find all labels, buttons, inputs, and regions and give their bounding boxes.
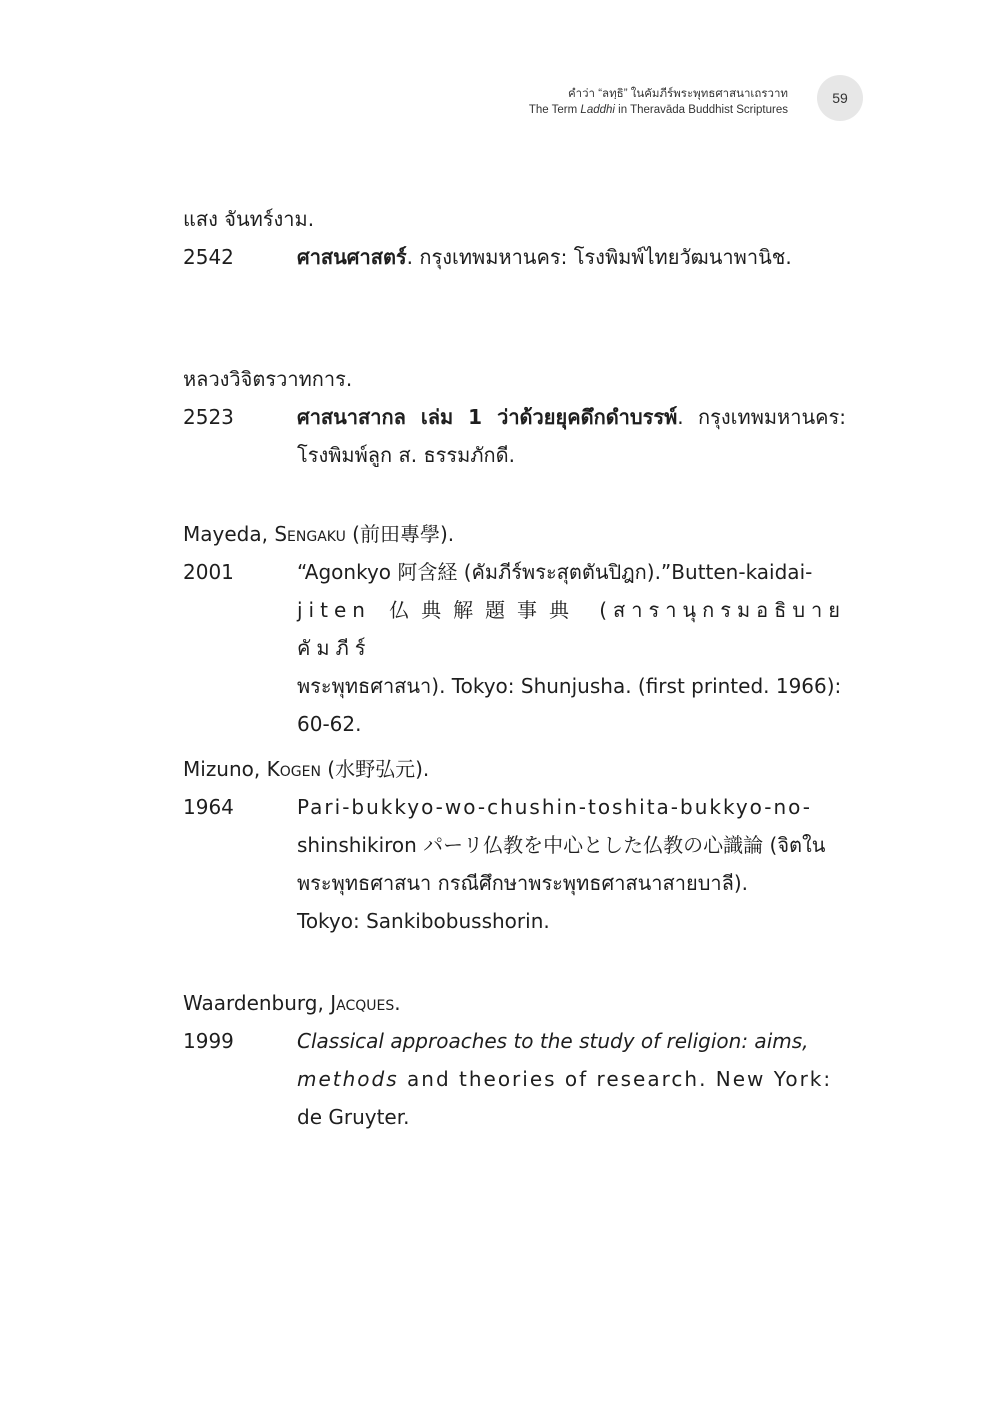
entry-year: 1964 (183, 795, 234, 819)
bibliography-entry (183, 360, 846, 474)
entry-row (183, 788, 846, 940)
bibliography-entry (183, 200, 846, 276)
entry-line: jiten 仏典解題事典 (สารานุกรมอธิบายคัมภีร์ (297, 598, 846, 660)
entry-author: Mayeda, Sengaku (前田專學). (183, 522, 455, 546)
entry-year: 2523 (183, 405, 234, 429)
entry-line: Tokyo: Sankibobusshorin. (297, 909, 550, 933)
entry-row (183, 398, 846, 474)
running-head (529, 86, 788, 118)
entry-title: Classical approaches to the study of religion: aims, (297, 1029, 809, 1053)
entry-row (183, 238, 846, 276)
bibliography-entry (183, 515, 846, 743)
entry-body (297, 788, 846, 940)
entry-body: ศาสนาสากล เล่ม 1 ว่าด้วยยุคดึกดำบรรพ์. กรุงเทพมหานคร: โรงพิมพ์ลูก ส. ธรรมภักดี. (297, 405, 847, 467)
bibliography-entry (183, 984, 846, 1136)
entry-line: shinshikiron パーリ仏教を中心とした仏教の心識論 (จิตใน (297, 833, 826, 857)
entry-line: พระพุทธศาสนา กรณีศึกษาพระพุทธศาสนาสายบาลี). (297, 871, 749, 895)
entry-body (297, 1022, 846, 1136)
entry-body: ศาสนศาสตร์. กรุงเทพมหานคร: โรงพิมพ์ไทยวัฒนาพานิช. (297, 245, 792, 269)
page-number: 59 (817, 75, 863, 121)
entry-line: 60-62. (297, 712, 362, 736)
bibliography-entry (183, 750, 846, 940)
entry-row (183, 553, 846, 743)
entry-line (297, 1022, 846, 1060)
running-head-english: The Term Laddhi in Theravāda Buddhist Scriptures (528, 104, 788, 116)
entry-line: Pari-bukkyo-wo-chushin-toshita-bukkyo-no- (297, 795, 812, 819)
entry-line: พระพุทธศาสนา). Tokyo: Shunjusha. (first printed. 1966): (297, 674, 842, 698)
entry-body (297, 553, 846, 743)
entry-title: methods (297, 1067, 399, 1091)
entry-row (183, 1022, 846, 1136)
entry-year: 1999 (183, 1029, 234, 1053)
entry-line: de Gruyter. (297, 1105, 410, 1129)
entry-author: Mizuno, Kogen (水野弘元). (183, 757, 430, 781)
running-head-thai: คำว่า “ลทฺธิ” ในคัมภีร์พระพุทธศาสนาเถรวาท (567, 88, 788, 100)
entry-year: 2542 (183, 245, 234, 269)
entry-author: แสง จันทร์งาม. (183, 207, 315, 231)
entry-author: หลวงวิจิตรวาทการ. (183, 367, 353, 391)
entry-author: Waardenburg, Jacques. (183, 991, 401, 1015)
entry-line: methods and theories of research. New York: (297, 1067, 833, 1091)
entry-title: ศาสนศาสตร์ (297, 245, 407, 269)
entry-title: ศาสนาสากล เล่ม 1 ว่าด้วยยุคดึกดำบรรพ์ (297, 405, 678, 429)
entry-line: “Agonkyo 阿含経 (คัมภีร์พระสุตตันปิฎก).”Butten-kaidai- (297, 560, 813, 584)
entry-year: 2001 (183, 560, 234, 584)
